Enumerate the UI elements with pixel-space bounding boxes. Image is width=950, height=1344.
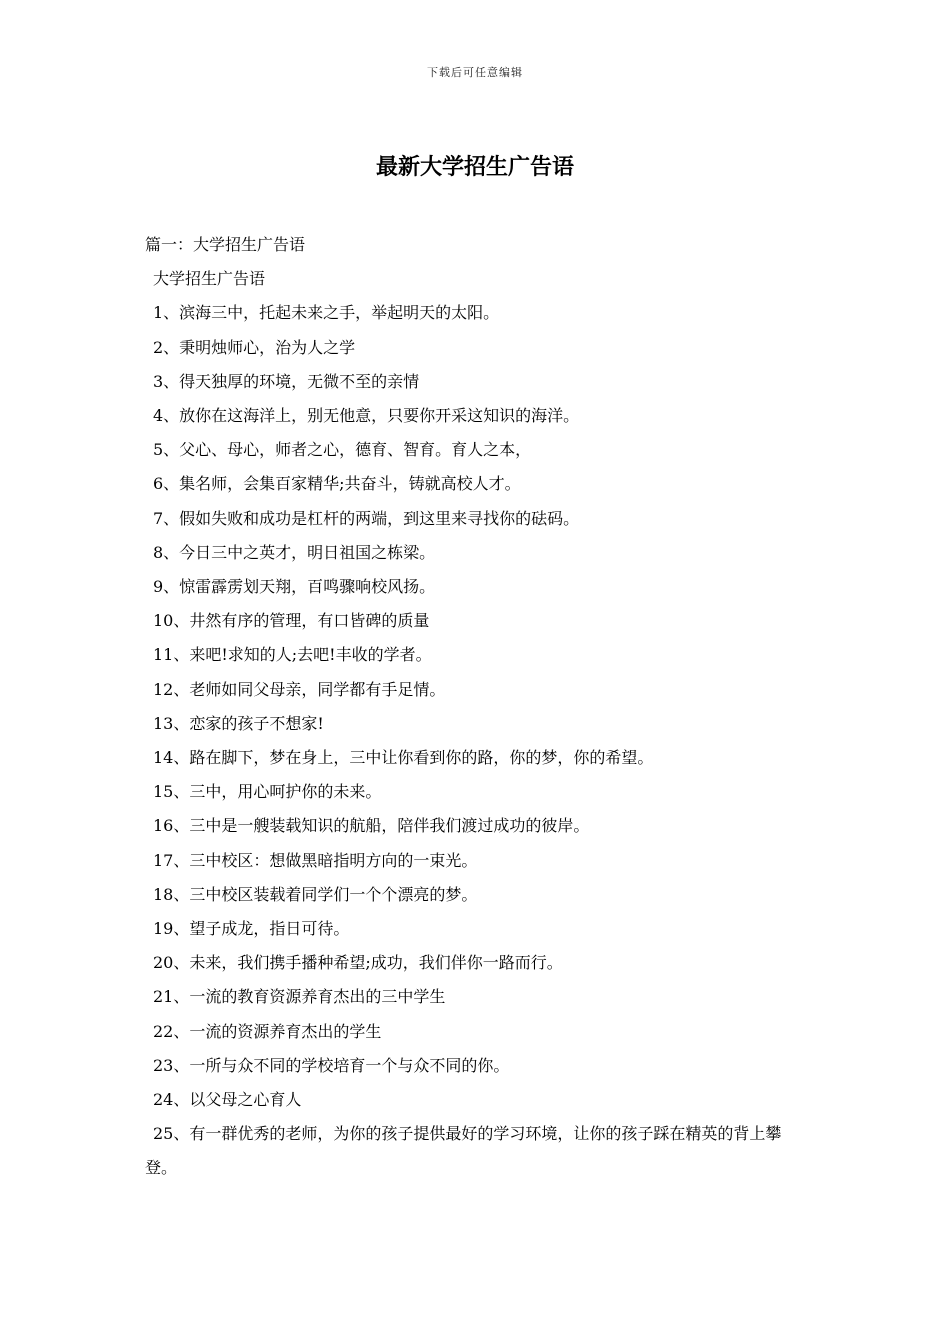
subheading: 大学招生广告语 [153,269,266,289]
header-note: 下载后可任意编辑 [427,66,523,79]
list-item: 23、一所与众不同的学校培育一个与众不同的你。 [153,1055,510,1075]
list-item: 21、一流的教育资源养育杰出的三中学生 [153,987,446,1007]
list-item: 4、放你在这海洋上，别无他意，只要你开采这知识的海洋。 [153,406,580,426]
list-item: 5、父心、母心，师者之心，德育、智育。育人之本， [153,440,532,460]
list-item: 22、一流的资源养育杰出的学生 [153,1021,382,1041]
document-title: 最新大学招生广告语 [375,155,574,180]
list-item: 12、老师如同父母亲，同学都有手足情。 [153,679,446,699]
list-item: 14、路在脚下，梦在身上，三中让你看到你的路，你的梦，你的希望。 [153,748,654,768]
list-item: 1、滨海三中，托起未来之手，举起明天的太阳。 [153,303,500,323]
list-item: 6、集名师，会集百家精华;共奋斗，铸就高校人才。 [153,474,521,494]
list-item: 18、三中校区装载着同学们一个个漂亮的梦。 [153,884,478,904]
list-item: 16、三中是一艘装载知识的航船，陪伴我们渡过成功的彼岸。 [153,816,590,836]
document-body [145,228,810,1186]
list-item: 7、假如失败和成功是杠杆的两端，到这里来寻找你的砝码。 [153,508,580,528]
list-item: 13、恋家的孩子不想家! [153,713,324,733]
list-item: 24、以父母之心育人 [153,1090,302,1110]
list-item: 9、惊雷霹雳划天翔，百鸣骤响校风扬。 [153,577,436,597]
list-item: 10、井然有序的管理，有口皆碑的质量 [153,611,430,631]
section-heading: 篇一：大学招生广告语 [145,235,306,254]
list-item: 8、今日三中之英才，明日祖国之栋梁。 [153,542,436,562]
list-item: 3、得天独厚的环境，无微不至的亲情 [153,371,420,391]
list-item: 19、望子成龙，指日可待。 [153,919,350,939]
list-item: 17、三中校区：想做黑暗指明方向的一束光。 [153,850,478,870]
list-item: 15、三中，用心呵护你的未来。 [153,782,382,802]
list-item: 20、未来，我们携手播种希望;成功，我们伴你一路而行。 [153,953,563,973]
list-item: 11、来吧!求知的人;去吧!丰收的学者。 [153,645,432,665]
list-item: 2、秉明烛师心，治为人之学 [153,337,356,357]
list-item: 25、有一群优秀的老师，为你的孩子提供最好的学习环境，让你的孩子踩在精英的背上攀登。 [145,1124,782,1178]
